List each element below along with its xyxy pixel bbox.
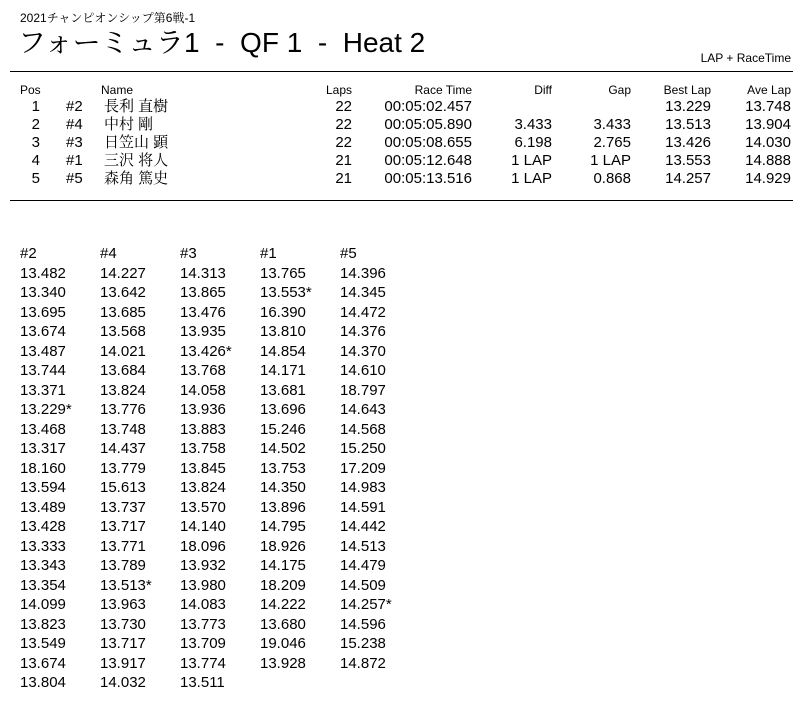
- result-laps: 22: [335, 116, 352, 133]
- results-header-row: [0, 83, 800, 99]
- lap-time-cell: 13.568: [100, 323, 146, 340]
- lap-time-cell: 14.509: [340, 576, 386, 594]
- lap-time-cell: 14.472: [340, 303, 386, 321]
- lap-time-cell: 14.313: [180, 264, 226, 282]
- lap-time-cell: 13.744: [20, 362, 66, 379]
- lap-time-cell: 13.489: [20, 498, 66, 516]
- lap-time-cell: 14.591: [340, 498, 386, 516]
- lap-time-cell: 18.209: [260, 576, 306, 594]
- lap-time-cell: 13.684: [100, 362, 146, 379]
- report-mode-label: LAP + RaceTime: [700, 51, 791, 65]
- lap-time-cell: 14.442: [340, 518, 386, 535]
- lap-column-car-number: #5: [340, 245, 357, 262]
- lap-time-cell: 14.513: [340, 537, 386, 555]
- lap-time-cell: 13.696: [260, 401, 306, 418]
- lap-time-cell: 13.936: [180, 401, 226, 418]
- lap-time-cell: 14.596: [340, 615, 386, 633]
- lap-time-cell: 18.096: [180, 537, 226, 555]
- result-ave-lap: 14.888: [745, 152, 791, 169]
- result-best-lap: 13.513: [665, 116, 711, 133]
- lap-time-cell: 14.795: [260, 518, 306, 535]
- lap-column-car-number: #1: [260, 245, 277, 262]
- lap-time-cell: 15.238: [340, 635, 386, 652]
- result-driver-name: 森角 篤史: [104, 170, 169, 187]
- lap-time-cell: 14.376: [340, 323, 386, 340]
- lap-time-cell: 13.642: [100, 284, 146, 301]
- lap-time-cell: 13.717: [100, 635, 146, 652]
- result-laps: 21: [335, 152, 352, 169]
- lap-time-cell: 13.824: [100, 381, 146, 399]
- result-laps: 21: [335, 170, 352, 187]
- lap-time-cell: 13.917: [100, 654, 146, 672]
- result-car-number: #3: [66, 134, 83, 151]
- lap-time-cell: 13.511: [180, 674, 225, 691]
- lap-time-cell: 14.872: [340, 654, 386, 672]
- lap-time-cell: 13.768: [180, 362, 226, 379]
- results-divider: [10, 200, 793, 201]
- result-pos: 2: [31, 116, 40, 133]
- col-name-header: Name: [101, 83, 134, 97]
- result-best-lap: 13.553: [665, 152, 711, 169]
- result-pos: 3: [31, 134, 40, 151]
- lap-time-cell: 15.250: [340, 440, 386, 457]
- lap-time-cell: 17.209: [340, 459, 386, 477]
- lap-time-cell: 13.317: [20, 440, 66, 457]
- result-driver-name: 中村 剛: [104, 116, 154, 133]
- lap-time-cell: 14.502: [260, 440, 306, 457]
- lap-time-cell: 13.824: [180, 479, 226, 496]
- lap-time-cell: 13.774: [180, 654, 226, 672]
- lap-time-cell: 14.083: [180, 596, 226, 613]
- lap-time-cell: 13.343: [20, 557, 66, 574]
- lap-time-cell: 13.753: [260, 459, 306, 477]
- lap-time-cell: 13.928: [260, 654, 306, 672]
- lap-time-cell: 13.549: [20, 635, 66, 652]
- result-gap: 3.433: [593, 116, 631, 133]
- lap-time-cell: 14.175: [260, 557, 306, 574]
- lap-column: [180, 244, 260, 693]
- lap-time-cell: 14.983: [340, 479, 386, 496]
- lap-column: [20, 244, 100, 693]
- lap-time-cell: 13.771: [100, 537, 146, 555]
- result-car-number: #5: [66, 170, 83, 187]
- lap-column-car-number: #2: [20, 245, 37, 262]
- result-diff: 3.433: [514, 116, 552, 133]
- result-diff: 1 LAP: [511, 170, 552, 187]
- lap-time-cell: 13.776: [100, 401, 146, 418]
- lap-time-cell: 18.160: [20, 459, 66, 477]
- lap-time-cell: 13.468: [20, 420, 66, 438]
- result-laps: 22: [335, 98, 352, 115]
- result-laps: 22: [335, 134, 352, 151]
- lap-time-cell: 13.709: [180, 635, 226, 652]
- result-race-time: 00:05:13.516: [384, 170, 472, 187]
- lap-time-cell: 13.896: [260, 498, 306, 516]
- result-race-time: 00:05:05.890: [384, 116, 472, 133]
- lap-time-cell: 13.804: [20, 674, 66, 691]
- col-laps-header: Laps: [325, 83, 352, 97]
- event-name: 2021チャンピオンシップ第6戦-1: [20, 11, 196, 25]
- page-title: フォーミュラ1 - QF 1 - Heat 2: [18, 27, 426, 58]
- result-gap: 2.765: [593, 134, 631, 151]
- result-ave-lap: 13.904: [745, 116, 791, 133]
- lap-column-car-number: #3: [180, 245, 197, 262]
- lap-time-cell: 13.685: [100, 303, 146, 321]
- table-row: [0, 171, 800, 187]
- lap-time-cell: 13.371: [20, 381, 66, 399]
- lap-column: [340, 244, 420, 673]
- result-pos: 4: [31, 152, 40, 169]
- lap-time-cell: 13.354: [20, 576, 66, 594]
- lap-time-cell: 13.823: [20, 615, 66, 633]
- result-race-time: 00:05:02.457: [384, 98, 472, 115]
- lap-time-cell: 13.748: [100, 420, 146, 438]
- lap-time-cell: 13.810: [260, 323, 306, 340]
- lap-time-cell: 13.779: [100, 459, 146, 477]
- col-avelap-header: Ave Lap: [747, 83, 791, 97]
- lap-time-cell: 13.674: [20, 323, 66, 340]
- result-ave-lap: 14.929: [745, 170, 791, 187]
- table-row: [0, 99, 800, 115]
- lap-time-cell: 14.854: [260, 342, 306, 360]
- lap-time-cell: 13.980: [180, 576, 226, 594]
- lap-time-cell: 13.932: [180, 557, 226, 574]
- header-divider: [10, 71, 793, 72]
- lap-time-cell: 13.570: [180, 498, 226, 516]
- table-row: [0, 117, 800, 133]
- lap-time-cell: 13.765: [260, 264, 306, 282]
- table-row: [0, 135, 800, 151]
- result-gap: 0.868: [593, 170, 631, 187]
- lap-time-cell: 14.099: [20, 596, 66, 613]
- col-diff-header: Diff: [534, 83, 552, 97]
- col-gap-header: Gap: [608, 83, 631, 97]
- lap-time-cell: 14.227: [100, 264, 146, 282]
- lap-column-car-number: #4: [100, 245, 117, 262]
- lap-time-cell: 14.350: [260, 479, 306, 496]
- lap-time-cell: 14.140: [180, 518, 226, 535]
- lap-time-cell: 13.730: [100, 615, 146, 633]
- lap-time-cell: 13.229*: [20, 401, 72, 418]
- lap-time-cell: 13.680: [260, 615, 306, 633]
- lap-time-cell: 13.476: [180, 303, 226, 321]
- col-pos-header: Pos: [20, 83, 41, 97]
- lap-time-cell: 14.058: [180, 381, 226, 399]
- lap-column: [260, 244, 340, 673]
- result-race-time: 00:05:12.648: [384, 152, 472, 169]
- lap-time-cell: 14.032: [100, 674, 146, 691]
- result-diff: 1 LAP: [511, 152, 552, 169]
- result-best-lap: 14.257: [665, 170, 711, 187]
- result-driver-name: 長利 直樹: [104, 98, 169, 115]
- lap-time-cell: 15.613: [100, 479, 146, 496]
- lap-time-cell: 14.257*: [340, 596, 392, 613]
- lap-time-cell: 13.340: [20, 284, 66, 301]
- lap-time-cell: 13.963: [100, 596, 146, 613]
- result-best-lap: 13.426: [665, 134, 711, 151]
- lap-time-cell: 13.845: [180, 459, 226, 477]
- result-pos: 5: [31, 170, 40, 187]
- table-row: [0, 153, 800, 169]
- lap-time-cell: 13.737: [100, 498, 146, 516]
- lap-time-cell: 13.428: [20, 518, 66, 535]
- col-bestlap-header: Best Lap: [663, 83, 711, 97]
- col-racetime-header: Race Time: [414, 83, 472, 97]
- result-gap: 1 LAP: [590, 152, 631, 169]
- lap-time-cell: 13.883: [180, 420, 226, 438]
- lap-time-cell: 14.222: [260, 596, 306, 613]
- lap-time-cell: 13.865: [180, 284, 226, 301]
- result-car-number: #1: [66, 152, 83, 169]
- result-best-lap: 13.229: [665, 98, 711, 115]
- lap-time-cell: 14.370: [340, 342, 386, 360]
- lap-time-cell: 13.789: [100, 557, 146, 574]
- lap-time-cell: 14.479: [340, 557, 386, 574]
- lap-time-cell: 13.935: [180, 323, 226, 340]
- lap-time-cell: 13.681: [260, 381, 306, 399]
- lap-time-cell: 13.695: [20, 303, 66, 321]
- lap-time-cell: 14.437: [100, 440, 146, 457]
- lap-time-cell: 14.171: [260, 362, 306, 379]
- lap-time-cell: 13.594: [20, 479, 66, 496]
- lap-time-cell: 19.046: [260, 635, 306, 652]
- lap-time-cell: 13.333: [20, 537, 66, 555]
- lap-time-cell: 14.021: [100, 342, 146, 360]
- lap-time-cell: 14.568: [340, 420, 386, 438]
- result-driver-name: 日笠山 顕: [104, 134, 169, 151]
- lap-time-cell: 14.610: [340, 362, 386, 379]
- lap-column: [100, 244, 180, 693]
- lap-time-cell: 13.426*: [180, 342, 232, 360]
- lap-time-cell: 15.246: [260, 420, 306, 438]
- lap-time-cell: 16.390: [260, 303, 306, 321]
- lap-time-cell: 13.773: [180, 615, 226, 633]
- result-car-number: #4: [66, 116, 83, 133]
- lap-time-cell: 14.345: [340, 284, 386, 301]
- result-pos: 1: [31, 98, 40, 115]
- result-race-time: 00:05:08.655: [384, 134, 472, 151]
- result-ave-lap: 13.748: [745, 98, 791, 115]
- lap-time-cell: 18.797: [340, 381, 386, 399]
- lap-time-cell: 14.396: [340, 264, 386, 282]
- lap-time-cell: 13.513*: [100, 576, 152, 594]
- lap-time-cell: 13.717: [100, 518, 146, 535]
- result-ave-lap: 14.030: [745, 134, 791, 151]
- lap-time-cell: 13.487: [20, 342, 66, 360]
- result-diff: 6.198: [514, 134, 552, 151]
- lap-time-cell: 13.553*: [260, 284, 312, 301]
- result-car-number: #2: [66, 98, 83, 115]
- lap-time-cell: 13.758: [180, 440, 226, 457]
- lap-time-cell: 13.482: [20, 264, 66, 282]
- lap-time-cell: 13.674: [20, 654, 66, 672]
- lap-time-cell: 18.926: [260, 537, 306, 555]
- lap-time-cell: 14.643: [340, 401, 386, 418]
- result-driver-name: 三沢 将人: [104, 152, 169, 169]
